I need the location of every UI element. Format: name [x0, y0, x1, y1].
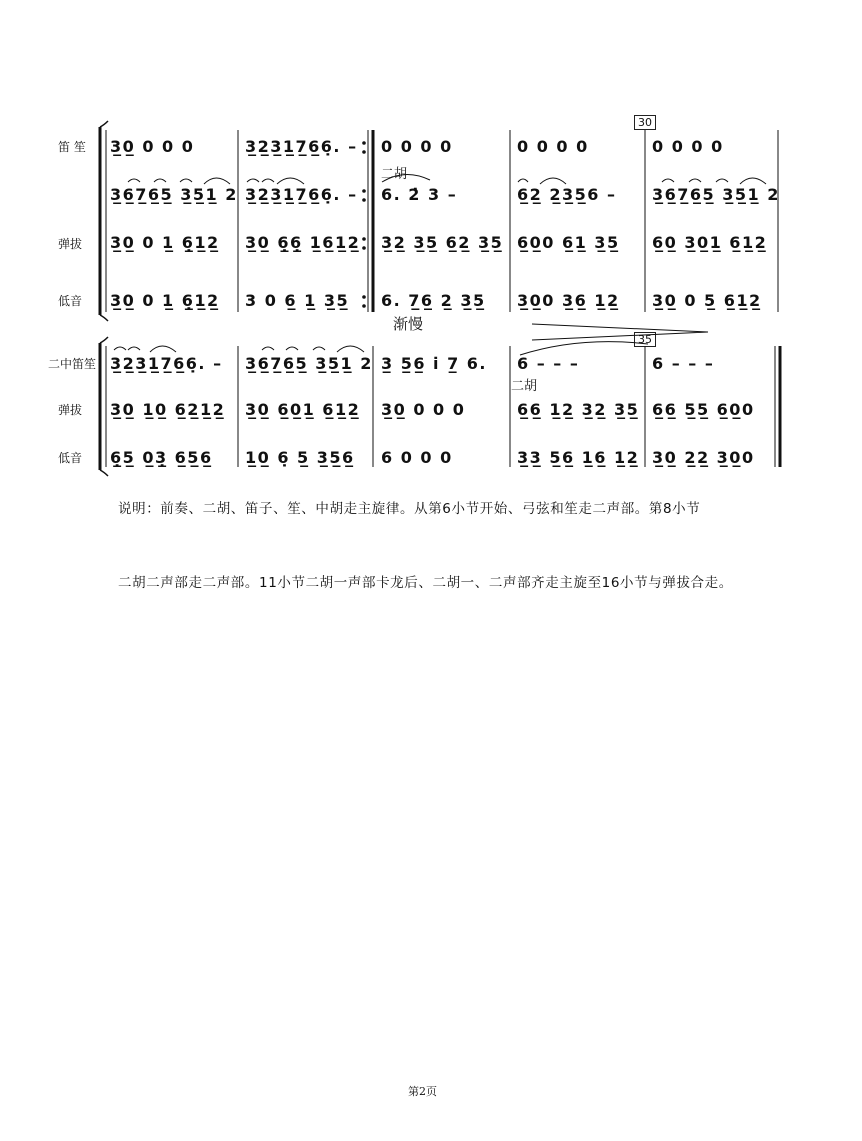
system-1-slurs [128, 174, 766, 184]
s1-r3-m5: 6̲0̲ 3̲0̲1̲ 6̲1̲2̲ [652, 233, 768, 252]
description-line-2: 二胡二声部走二声部。11小节二胡一声部卡龙后、二胡一、二声部齐走主旋至16小节与弹拔合走。 [118, 575, 733, 591]
s2-r2-m2: 3̲0̲ 6̲0̲1̲ 6̲1̲2̲ [245, 400, 361, 419]
s2-r2-m3: 3̲0̲ 0 0 0 [381, 400, 466, 419]
repeat-dots [362, 141, 366, 308]
page-number: 第2页 [408, 1085, 437, 1098]
system-1-bracket [100, 121, 108, 321]
label-tanbo: 弹拔 [58, 237, 83, 251]
s1-r1-m4: 0 0 0 0 [517, 137, 589, 156]
rehearsal-mark-35: 35 [634, 332, 656, 347]
tempo-marking: 渐慢 [393, 315, 424, 333]
s1-r4-m3: 6. 7̲6̲ 2̲ 3̲5̲ [381, 291, 486, 310]
s2-r2-m1: 3̲0̲ 1̲0̲ 6̲2̲1̲2̲ [110, 400, 226, 419]
system-2-slurs [114, 342, 648, 355]
annotation-erhu: 二胡 [381, 167, 408, 182]
rehearsal-mark-30: 30 [634, 115, 656, 130]
s1-r1-m1: 3̲0̲ 0 0 0 [110, 137, 195, 156]
label-dizi-sheng: 笛 笙 [58, 140, 86, 154]
s1-r3-m3: 3̲2̲ 3̲5̲ 6̲2̲ 3̲5̲ [381, 233, 504, 252]
label-diyin: 低音 [58, 294, 83, 308]
s1-r4-m1: 3̲0̲ 0 1̲ 6̣̲1̲2̲ [110, 291, 220, 310]
s2-r2-m4: 6̲6̲ 1̲2̲ 3̲2̲ 3̲5̲ [517, 400, 640, 419]
s2-r1-m5: 6 – – – [652, 354, 715, 373]
s1-r2-m2: 3̲2̲3̲1̲7̲6̲6̣. – [245, 185, 358, 204]
s2-r1-m2: 3̲6̲7̲6̲5̲ 3̲5̲1̲ 2 [245, 354, 373, 373]
system-2-bracket [100, 337, 108, 476]
label-diyin-2: 低音 [58, 451, 83, 465]
s1-r3-m1: 3̲0̲ 0 1̲ 6̣̲1̲2̲ [110, 233, 220, 252]
s1-r2-m3: 6. 2̇ 3 – [381, 185, 458, 204]
system-1-barlines [238, 130, 778, 312]
s1-r1-m3: 0 0 0 0 [381, 137, 453, 156]
label-tanbo-2: 弹拔 [58, 403, 83, 417]
s1-r3-m2: 3̲0̲ 6̣̲6̣̲ 1̲6̲1̲2̲ [245, 233, 361, 252]
s2-r3-m5: 3̲0̲ 2̲2̲ 3̲0̲0 [652, 448, 755, 467]
s1-r4-m5: 3̲0̲ 0 5̲ 6̲1̲2̲ [652, 291, 762, 310]
s2-r1-m3: 3̲ 5̲6̲ i̇ 7̲ 6. [381, 354, 488, 373]
s1-r2-m4: 6̲2̲ 2̲3̲5̲6 – [517, 185, 617, 204]
s1-r4-m2: 3 0 6̲ 1̲ 3̲5̲ [245, 291, 350, 310]
s1-r2-m1: 3̲6̲7̲6̲5̲ 3̲5̲1̲ 2 [110, 185, 238, 204]
annotation-erhu-2: 二胡 [511, 379, 538, 394]
s2-r3-m4: 3̲3̲ 5̲6̲ 1̲6̲ 1̲2̲ [517, 448, 640, 467]
s2-r3-m1: 6̣̲5̲ 0̲3̣̲ 6̲5̲6̲ [110, 448, 213, 467]
s1-r3-m4: 6̲0̲0 6̲1̲ 3̲5̲ [517, 233, 620, 252]
s2-r1-m4: 6 – – – [517, 354, 580, 373]
system-2-barlines [238, 346, 780, 467]
s2-r3-m3: 6 0 0 0 [381, 448, 453, 467]
s2-r1-m1: 3̲2̲3̲1̲7̲6̲6̣. – [110, 354, 223, 373]
s2-r3-m2: 1̲0̲ 6̣ 5̲ 3̲5̲6̲ [245, 448, 355, 467]
description-line-1: 说明：前奏、二胡、笛子、笙、中胡走主旋律。从第6小节开始、弓弦和笙走二声部。第8小节 [118, 501, 701, 517]
hairpin [532, 324, 708, 340]
s1-r4-m4: 3̲0̲0 3̲6̲ 1̲2̲ [517, 291, 620, 310]
label-erzhong-di-sheng: 二中笛笙 [48, 357, 97, 371]
s1-r1-m5: 0 0 0 0 [652, 137, 724, 156]
s1-r1-m2: 3̲2̲3̲1̲7̲6̲6̣. – [245, 137, 358, 156]
s2-r2-m5: 6̲6̲ 5̲5̲ 6̲0̲0 [652, 400, 755, 419]
s1-r2-m5: 3̲6̲7̲6̲5̲ 3̲5̲1̲ 2 [652, 185, 780, 204]
